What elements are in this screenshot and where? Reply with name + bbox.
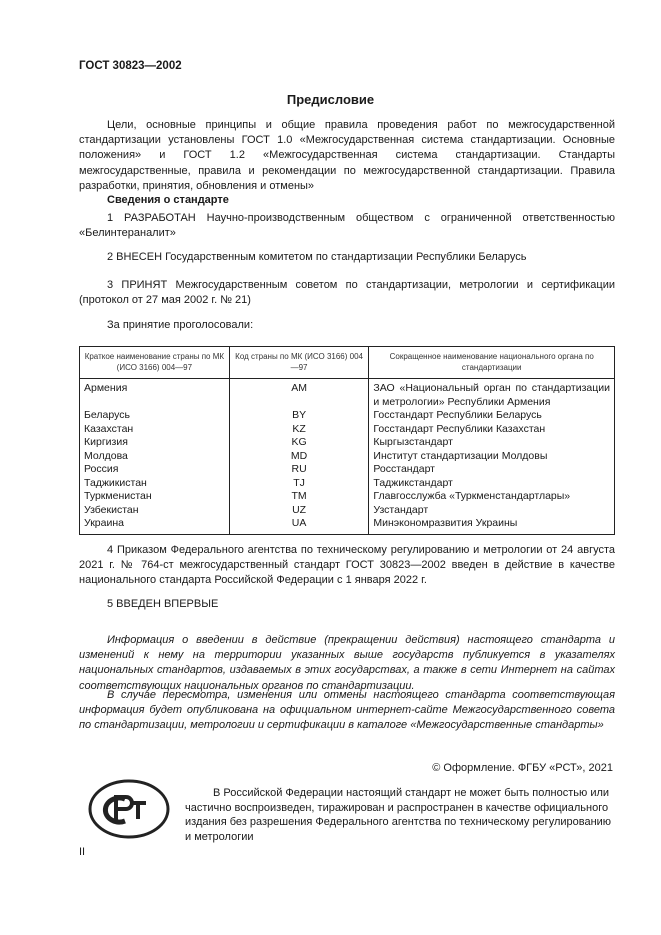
cell-body: Минэкономразвития Украины: [369, 517, 615, 534]
table-row: [80, 477, 615, 491]
cell-code: AM: [229, 379, 369, 410]
cell-country: Армения: [80, 379, 230, 410]
cell-country: Россия: [80, 463, 230, 477]
page-number: II: [79, 846, 86, 858]
cell-country: Казахстан: [80, 423, 230, 437]
table-row: [80, 409, 615, 423]
cell-body: Таджикстандарт: [369, 477, 615, 491]
cell-body: Институт стандартизации Молдовы: [369, 450, 615, 464]
intro-paragraph: Цели, основные принципы и общие правила проведения работ по межгосударственной стандартизации установлены ГОСТ 1.0 «Межгосударственная система стандартизации. Основные положения» и ГОСТ 1.2 «Межгосударственная система стандартизации. Стандарты межгосударственные, правила и рекомендации по межгосударственной стандартизации. Правила разработки, принятия, обновления и отмены»: [79, 119, 615, 192]
header-code: Код страны по МК (ИСО 3166) 004—97: [229, 347, 369, 379]
page-title: Предисловие: [286, 92, 375, 107]
item-first: 5 ВВЕДЕН ВПЕРВЫЕ: [107, 598, 219, 610]
table-row: [80, 379, 615, 410]
cell-country: Узбекистан: [80, 504, 230, 518]
rst-logo: [88, 779, 170, 839]
copyright-footnote: В Российской Федерации настоящий стандарт не может быть полностью или частично воспроизведен, тиражирован и распространен в качестве официального издания без разрешения Федерального агентства по техническому регулированию и метрологии: [185, 787, 612, 843]
table-row: [80, 504, 615, 518]
cell-code: KG: [229, 436, 369, 450]
cell-country: Беларусь: [80, 409, 230, 423]
cell-body: ЗАО «Национальный орган по стандартизации и метрологии» Республики Армения: [369, 379, 615, 410]
cell-country: Украина: [80, 517, 230, 534]
header-country: Краткое наименование страны по МК (ИСО 3166) 004—97: [80, 347, 230, 379]
cell-code: MD: [229, 450, 369, 464]
cell-country: Туркменистан: [80, 490, 230, 504]
cell-body: Госстандарт Республики Казахстан: [369, 423, 615, 437]
cell-code: UA: [229, 517, 369, 534]
item-order: 4 Приказом Федерального агентства по техническому регулированию и метрологии от 24 августа 2021 г. № 764-ст межгосударственный стандарт ГОСТ 30823—2002 введен в действие в качестве национального стандарта Российской Федерации с 1 января 2022 г.: [79, 544, 615, 587]
header-body: Сокращенное наименование национального органа по стандартизации: [369, 347, 615, 379]
cell-code: TM: [229, 490, 369, 504]
cell-code: BY: [229, 409, 369, 423]
item-introduced: 2 ВНЕСЕН Государственным комитетом по стандартизации Республики Беларусь: [107, 251, 527, 263]
cell-body: Кыргызстандарт: [369, 436, 615, 450]
cell-country: Киргизия: [80, 436, 230, 450]
section-heading: Сведения о стандарте: [107, 194, 229, 206]
copyright-notice: © Оформление. ФГБУ «РСТ», 2021: [432, 762, 613, 774]
item-developed: 1 РАЗРАБОТАН Научно-производственным обществом с ограниченной ответственностью «Белинтераналит»: [79, 212, 615, 240]
table-row: [80, 423, 615, 437]
cell-body: Главгосслужба «Туркменстандартлары»: [369, 490, 615, 504]
table-row: [80, 463, 615, 477]
voted-label: За принятие проголосовали:: [107, 319, 254, 331]
cell-body: Госстандарт Республики Беларусь: [369, 409, 615, 423]
cell-code: KZ: [229, 423, 369, 437]
table-header-row: [80, 347, 615, 379]
table-row: [80, 436, 615, 450]
item-adopted: 3 ПРИНЯТ Межгосударственным советом по стандартизации, метрологии и сертификации (протокол от 27 мая 2002 г. № 21): [79, 279, 615, 307]
cell-code: TJ: [229, 477, 369, 491]
document-code: ГОСТ 30823—2002: [79, 60, 182, 72]
cell-code: RU: [229, 463, 369, 477]
cell-code: UZ: [229, 504, 369, 518]
table-row: [80, 490, 615, 504]
table-row: [80, 450, 615, 464]
info-paragraph-2: В случае пересмотра, изменения или отмены настоящего стандарта соответствующая информация будет опубликована на официальном интернет-сайте Межгосударственного совета по стандартизации, метрологии и сертификации в каталоге «Межгосударственные стандарты»: [79, 689, 615, 732]
cell-body: Росстандарт: [369, 463, 615, 477]
cell-body: Узстандарт: [369, 504, 615, 518]
voting-table: [79, 346, 615, 535]
cell-country: Молдова: [80, 450, 230, 464]
info-paragraph-1: Информация о введении в действие (прекращении действия) настоящего стандарта и изменений к нему на территории указанных выше государств публикуется в указателях национальных стандартов, издаваемых в этих государствах, а также в сети Интернет на сайтах соответствующих национальных органов по стандартизации.: [79, 634, 615, 692]
cell-country: Таджикистан: [80, 477, 230, 491]
table-row: [80, 517, 615, 534]
